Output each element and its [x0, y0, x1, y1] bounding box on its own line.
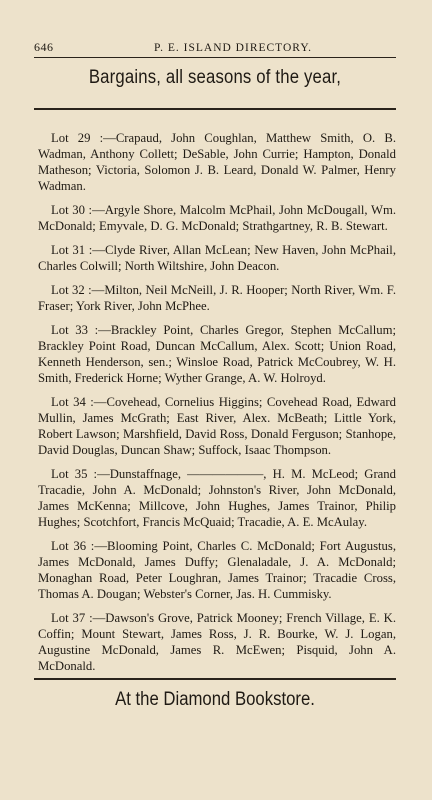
footer-rule	[34, 678, 396, 680]
lot-36-entry: Lot 36 :—Blooming Point, Charles C. McDonald; Fort Augustus, James McDonald, James Duffy; Glenaladale, J. A. McDonald; Monaghan Road, Peter Loughran, James Trainor; Tracadie Cross, Thomas A. Dougan; Webster's Corner, Jas. H. Cummisky.	[38, 539, 396, 601]
directory-title: P. E. ISLAND DIRECTORY.	[154, 42, 313, 54]
lot-31-entry: Lot 31 :—Clyde River, Allan McLean; New Haven, John McPhail, Charles Colwill; North Wiltshire, John Deacon.	[38, 243, 396, 273]
lot-30-entry: Lot 30 :—Argyle Shore, Malcolm McPhail, John McDougall, Wm. McDonald; Emyvale, D. G. McDonald; Strathgartney, R. B. Stewart.	[38, 203, 396, 233]
banner-rule	[34, 108, 396, 110]
lot-32-entry: Lot 32 :—Milton, Neil McNeill, J. R. Hooper; North River, Wm. F. Fraser; York River, John McPhee.	[38, 283, 396, 313]
header-rule	[34, 57, 396, 58]
lot-34-entry: Lot 34 :—Covehead, Cornelius Higgins; Covehead Road, Edward Mullin, James McGrath; East River, Alex. McBeath; Little York, Robert Lawson; Marshfield, David Ross, Donald Ferguson; Stanhope, David Douglas, Duncan Shaw; Suffock, Isaac Thompson.	[38, 395, 396, 457]
lot-33-entry: Lot 33 :—Brackley Point, Charles Gregor, Stephen McCallum; Brackley Point Road, Duncan McCallum, Alex. Scott; Union Road, Kenneth Henderson, sen.; Winsloe Road, Patrick McCoubrey, W. H. Smith, Frederick Horne; Wyther Grange, A. W. Holroyd.	[38, 323, 396, 385]
page-number: 646	[34, 40, 54, 54]
lot-list	[38, 130, 396, 682]
running-head	[34, 40, 396, 55]
lot-37-entry: Lot 37 :—Dawson's Grove, Patrick Mooney; French Village, E. K. Coffin; Mount Stewart, James Ross, J. R. Bourke, W. J. Logan, Augustine McDonald, James R. McEwen; Pisquid, John A. McDonald.	[38, 611, 396, 673]
lot-29-entry: Lot 29 :—Crapaud, John Coughlan, Matthew Smith, O. B. Wadman, Anthony Collett; DeSable, John Currie; Hampton, Donald Matheson; Victoria, Solomon J. B. Leard, Donald W. Palmer, Henry Wadman.	[38, 131, 396, 193]
advert-banner: Bargains, all seasons of the year,	[88, 67, 342, 88]
lot-35-entry: Lot 35 :—Dunstaffnage, ——————, H. M. McLeod; Grand Tracadie, John A. McDonald; Johnston's River, John McDonald, James McKenna; Millcove, John Hughes, James Trainor, Philip Hughes; Scotchfort, Francis McQuaid; Tracadie, A. E. McAulay.	[38, 467, 396, 529]
advert-footer: At the Diamond Bookstore.	[115, 689, 315, 710]
